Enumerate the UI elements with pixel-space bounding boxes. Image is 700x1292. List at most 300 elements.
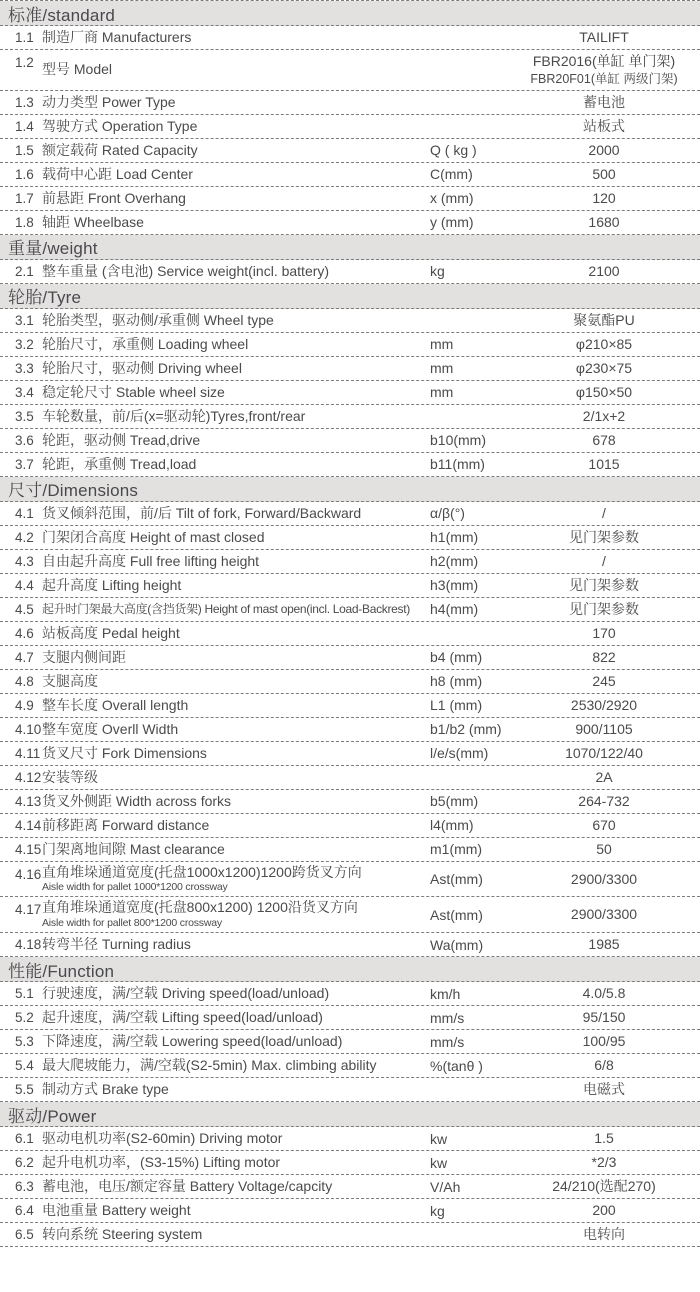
section-title: 性能/Function (8, 961, 115, 981)
spec-row (0, 598, 700, 622)
row-description (42, 1226, 430, 1244)
row-value-line: 聚氨酯PU (573, 311, 635, 328)
row-description-subtext: Aisle width for pallet 1000*1200 crossway (42, 881, 228, 894)
row-value-line: 822 (592, 648, 616, 665)
row-number: 4.1 (15, 505, 34, 521)
row-description (42, 94, 430, 112)
row-number: 4.12 (15, 769, 42, 785)
row-number: 5.4 (15, 1058, 34, 1074)
spec-row (0, 115, 700, 139)
spec-row (0, 1078, 700, 1102)
section-title: 驱动/Power (8, 1106, 97, 1126)
row-description-text: 起升时门架最大高度(含挡货架) Height of mast open(incl. Load-Backrest) (42, 601, 410, 616)
row-number: 1.8 (15, 214, 34, 230)
row-value-line: / (602, 504, 606, 521)
row-value (508, 552, 700, 571)
row-description (42, 899, 430, 930)
row-description (42, 1081, 430, 1099)
spec-row (0, 1199, 700, 1223)
row-description-text: 直角堆垛通道宽度(托盘1000x1200)1200跨货叉方向 (42, 863, 362, 880)
row-number: 5.1 (15, 986, 34, 1002)
row-description (42, 793, 430, 811)
row-unit: h8 (mm) (430, 673, 483, 690)
row-value-line: 1015 (588, 455, 620, 472)
row-description (42, 1202, 430, 1220)
row-unit: mm/s (430, 1033, 465, 1050)
row-description-text: 行驶速度，满/空载 Driving speed(load/unload) (42, 984, 330, 1001)
row-value-line: 24/210(选配270) (552, 1178, 656, 1195)
row-value-line: φ150×50 (575, 383, 633, 400)
row-value (508, 383, 700, 402)
row-description (42, 408, 430, 426)
spec-row (0, 357, 700, 381)
row-number: 1.2 (15, 55, 34, 70)
row-unit: y (mm) (430, 214, 474, 231)
row-number: 3.1 (15, 312, 34, 328)
row-number: 1.6 (15, 166, 34, 182)
row-value (508, 407, 700, 426)
row-value (508, 117, 700, 136)
row-unit: b11(mm) (430, 456, 485, 473)
row-unit: km/h (430, 985, 461, 1002)
row-value-line: 500 (592, 165, 616, 182)
row-unit: b4 (mm) (430, 649, 483, 666)
row-number: 1.1 (15, 30, 34, 45)
row-number: 6.3 (15, 1179, 34, 1195)
row-value (508, 1225, 700, 1244)
row-value-line: *2/3 (591, 1154, 617, 1171)
row-value (508, 696, 700, 715)
spec-row (0, 1175, 700, 1199)
row-unit: L1 (mm) (430, 697, 483, 714)
section-header-power (0, 1102, 700, 1127)
row-description-text: 轮胎类型，驱动侧/承重侧 Wheel type (42, 311, 274, 328)
section-title: 轮胎/Tyre (8, 288, 82, 308)
row-description (42, 936, 430, 954)
row-value-line: TAILIFT (579, 29, 629, 46)
row-value-line: FBR2016(单缸 单门架) (532, 53, 676, 69)
spec-row (0, 211, 700, 235)
spec-row (0, 163, 700, 187)
row-description (42, 769, 430, 787)
spec-row (0, 814, 700, 838)
row-description-text: 轮距，承重侧 Tread,load (42, 455, 197, 472)
row-number: 4.7 (15, 649, 34, 665)
row-description (42, 336, 430, 354)
row-description (42, 817, 430, 835)
row-description (42, 384, 430, 402)
section-header-standard (0, 1, 700, 26)
row-description-text: 起升电机功率，(S3-15%) Lifting motor (42, 1153, 281, 1170)
spec-row (0, 897, 700, 933)
row-value (508, 720, 700, 739)
row-value-line: 1.5 (594, 1130, 614, 1147)
row-value (508, 648, 700, 667)
spec-row (0, 646, 700, 670)
row-description (42, 602, 430, 617)
row-description-text: 货叉尺寸 Fork Dimensions (42, 744, 207, 761)
spec-row (0, 1006, 700, 1030)
row-description (42, 432, 430, 450)
row-number: 4.3 (15, 553, 34, 569)
spec-row (0, 1151, 700, 1175)
row-value (508, 1177, 700, 1196)
row-description-text: 自由起升高度 Full free lifting height (42, 552, 260, 569)
row-description-text: 转弯半径 Turning radius (42, 935, 191, 952)
spec-row (0, 670, 700, 694)
row-number: 2.1 (15, 263, 34, 279)
row-description (42, 456, 430, 474)
row-value (508, 431, 700, 450)
row-unit: mm/s (430, 1009, 465, 1026)
row-value-line: 200 (592, 1202, 616, 1219)
row-number: 4.18 (15, 937, 42, 953)
row-description (42, 29, 430, 47)
row-number: 3.2 (15, 336, 34, 352)
row-value-line: 264-732 (578, 792, 630, 809)
row-description-text: 整车长度 Overall length (42, 696, 189, 713)
row-value-line: FBR20F01(单缸 两级门架) (530, 71, 678, 86)
row-unit: α/β(°) (430, 505, 465, 522)
row-value (508, 1056, 700, 1075)
row-description-text: 起升速度，满/空载 Lifting speed(load/unload) (42, 1008, 323, 1025)
row-description-text: 轮距，驱动侧 Tread,drive (42, 431, 201, 448)
row-value-line: 见门架参数 (569, 600, 639, 617)
row-description (42, 577, 430, 595)
row-number: 1.4 (15, 118, 34, 134)
row-value (508, 455, 700, 474)
row-description (42, 1154, 430, 1172)
row-number: 4.11 (15, 745, 41, 761)
spec-row (0, 526, 700, 550)
row-description-text: 额定载荷 Rated Capacity (42, 141, 198, 158)
spec-row (0, 574, 700, 598)
row-unit: Q ( kg ) (430, 142, 477, 159)
row-value (508, 311, 700, 330)
row-description-text: 动力类型 Power Type (42, 93, 176, 110)
row-unit: b10(mm) (430, 432, 487, 449)
spec-row (0, 742, 700, 766)
spec-row (0, 1030, 700, 1054)
row-description-text: 稳定轮尺寸 Stable wheel size (42, 383, 225, 400)
row-value (508, 600, 700, 619)
row-value-line: 2A (595, 768, 613, 785)
spec-row (0, 1054, 700, 1078)
row-number: 6.2 (15, 1155, 34, 1171)
row-value-line: 1070/122/40 (565, 744, 643, 761)
row-unit: Ast(mm) (430, 871, 483, 888)
row-description-text: 载荷中心距 Load Center (42, 165, 193, 182)
row-number: 4.5 (15, 601, 34, 617)
row-value (508, 528, 700, 547)
row-value (508, 359, 700, 378)
row-value (508, 335, 700, 354)
row-number: 4.13 (15, 793, 42, 809)
row-description-text: 起升高度 Lifting height (42, 576, 182, 593)
row-description (42, 697, 430, 715)
spec-row (0, 91, 700, 115)
row-description (42, 118, 430, 136)
row-number: 3.6 (15, 432, 34, 448)
spec-row (0, 550, 700, 574)
row-description-text: 转向系统 Steering system (42, 1225, 203, 1242)
row-value-line: 95/150 (582, 1009, 626, 1026)
row-value-line: 2000 (588, 141, 620, 158)
row-number: 1.5 (15, 142, 34, 158)
row-unit: h3(mm) (430, 577, 479, 594)
row-value (508, 672, 700, 691)
spec-row (0, 766, 700, 790)
row-description-text: 整车重量 (含电池) Service weight(incl. battery) (42, 262, 330, 279)
row-value (508, 1080, 700, 1099)
row-description-text: 安装等级 (42, 768, 98, 785)
row-description (42, 721, 430, 739)
spec-row (0, 1223, 700, 1247)
row-description-text: 制造厂商 Manufacturers (42, 28, 192, 45)
row-description-text: 驾驶方式 Operation Type (42, 117, 198, 134)
row-description-text: 驱动电机功率(S2-60min) Driving motor (42, 1129, 283, 1146)
spec-row (0, 933, 700, 957)
row-description (42, 1033, 430, 1051)
row-value (508, 984, 700, 1003)
spec-row (0, 429, 700, 453)
row-description-text: 型号 Model (42, 61, 113, 78)
row-unit: V/Ah (430, 1178, 461, 1195)
row-value-line: 100/95 (582, 1033, 626, 1050)
row-description-text: 轮胎尺寸，承重侧 Loading wheel (42, 335, 249, 352)
row-unit: h2(mm) (430, 553, 479, 570)
row-unit: h4(mm) (430, 601, 479, 618)
row-description-text: 支腿高度 (42, 672, 98, 689)
row-description (42, 864, 430, 895)
row-value (508, 93, 700, 112)
row-number: 3.4 (15, 384, 34, 400)
row-value-line: 170 (592, 624, 616, 641)
spec-row (0, 50, 700, 91)
row-description (42, 1057, 430, 1075)
row-number: 1.3 (15, 94, 34, 110)
section-title: 尺寸/Dimensions (8, 481, 139, 501)
row-unit: kw (430, 1130, 448, 1147)
row-number: 4.17 (15, 902, 42, 918)
row-unit: %(tanθ ) (430, 1057, 483, 1074)
row-value (508, 189, 700, 208)
row-description (42, 1178, 430, 1196)
row-description-text: 蓄电池，电压/额定容量 Battery Voltage/capcity (42, 1177, 333, 1194)
row-value (508, 213, 700, 232)
row-unit: kg (430, 263, 445, 280)
section-title: 重量/weight (8, 239, 98, 259)
row-description (42, 841, 430, 859)
row-number: 3.5 (15, 408, 34, 424)
row-description-text: 轴距 Wheelbase (42, 213, 144, 230)
row-value-line: 见门架参数 (569, 576, 639, 593)
row-description (42, 985, 430, 1003)
row-value-line: / (602, 552, 606, 569)
row-value-line: 2900/3300 (570, 870, 638, 887)
row-description (42, 649, 430, 667)
row-unit: l4(mm) (430, 817, 474, 834)
row-description (42, 505, 430, 523)
row-description (42, 553, 430, 571)
spec-row (0, 309, 700, 333)
row-unit: b5(mm) (430, 793, 479, 810)
row-number: 4.4 (15, 577, 34, 593)
row-value-line: 电转向 (583, 1226, 625, 1243)
row-description-text: 电池重量 Battery weight (42, 1201, 191, 1218)
section-header-function (0, 957, 700, 982)
row-number: 4.14 (15, 817, 42, 833)
row-value-line: 670 (592, 816, 616, 833)
row-description (42, 360, 430, 378)
row-value (508, 576, 700, 595)
row-value-line: 4.0/5.8 (582, 985, 626, 1002)
row-number: 5.5 (15, 1082, 34, 1098)
row-description-text: 轮胎尺寸，驱动侧 Driving wheel (42, 359, 242, 376)
row-value-line: 2100 (588, 262, 620, 279)
row-value-line: φ210×85 (575, 335, 633, 352)
row-description (42, 263, 430, 281)
row-value (508, 1129, 700, 1148)
row-value-line: 1680 (588, 213, 620, 230)
row-value-line: 2/1x+2 (582, 407, 626, 424)
section-header-dimensions (0, 477, 700, 502)
row-value (508, 624, 700, 643)
row-description-text: 制动方式 Brake type (42, 1080, 169, 1097)
row-number: 5.2 (15, 1010, 34, 1026)
section-header-tyre (0, 284, 700, 309)
row-value (508, 165, 700, 184)
row-value-line: 站板式 (583, 117, 625, 134)
row-value-line: 900/1105 (575, 720, 633, 737)
row-description-text: 直角堆垛通道宽度(托盘800x1200) 1200沿货叉方向 (42, 899, 358, 916)
row-number: 4.8 (15, 673, 34, 689)
row-number: 6.5 (15, 1227, 34, 1243)
row-value (508, 1153, 700, 1172)
spec-row (0, 453, 700, 477)
spec-row (0, 187, 700, 211)
row-value-line: 电磁式 (583, 1081, 625, 1098)
row-value-line: 蓄电池 (583, 93, 625, 110)
spec-row (0, 26, 700, 50)
row-unit: h1(mm) (430, 529, 479, 546)
row-number: 5.3 (15, 1034, 34, 1050)
row-value (508, 935, 700, 954)
row-value (508, 744, 700, 763)
row-number: 3.3 (15, 360, 34, 376)
row-description (42, 190, 430, 208)
row-description (42, 312, 430, 330)
row-description-text: 前移距离 Forward distance (42, 816, 210, 833)
row-number: 6.1 (15, 1131, 34, 1147)
spec-row (0, 333, 700, 357)
row-description (42, 214, 430, 232)
row-unit: b1/b2 (mm) (430, 721, 502, 738)
row-unit: kw (430, 1154, 448, 1171)
row-description (42, 745, 430, 763)
row-value (508, 1032, 700, 1051)
row-unit: Ast(mm) (430, 906, 483, 923)
row-value (508, 504, 700, 523)
row-description (42, 61, 430, 79)
spec-row (0, 260, 700, 284)
row-number: 4.10 (15, 721, 42, 737)
row-unit: C(mm) (430, 166, 473, 183)
row-description (42, 1009, 430, 1027)
row-description-text: 站板高度 Pedal height (42, 624, 180, 641)
row-number: 4.6 (15, 625, 34, 641)
row-unit: Wa(mm) (430, 936, 484, 953)
row-value (508, 792, 700, 811)
row-unit: mm (430, 360, 454, 377)
row-unit: mm (430, 384, 454, 401)
row-value (508, 28, 700, 47)
row-description-text: 最大爬坡能力，满/空载(S2-5min) Max. climbing ability (42, 1056, 377, 1073)
row-number: 4.15 (15, 841, 42, 857)
row-unit: m1(mm) (430, 841, 483, 858)
row-value (508, 52, 700, 88)
section-title: 标准/standard (8, 5, 116, 25)
row-value-line: 见门架参数 (569, 528, 639, 545)
row-value-line: 2530/2920 (570, 696, 638, 713)
row-number: 6.4 (15, 1203, 34, 1219)
row-description-text: 支腿内侧间距 (42, 648, 126, 665)
row-value (508, 816, 700, 835)
row-description (42, 529, 430, 547)
row-unit: mm (430, 336, 454, 353)
spec-row (0, 862, 700, 898)
spec-row (0, 838, 700, 862)
row-description (42, 166, 430, 184)
spec-row (0, 502, 700, 526)
row-value (508, 1008, 700, 1027)
row-value-line: 6/8 (594, 1057, 614, 1074)
spec-row (0, 694, 700, 718)
row-value (508, 768, 700, 787)
row-unit: l/e/s(mm) (430, 745, 489, 762)
row-value (508, 905, 700, 924)
row-description-text: 货叉外侧距 Width across forks (42, 792, 232, 809)
spec-row (0, 718, 700, 742)
row-description (42, 625, 430, 643)
spec-row (0, 622, 700, 646)
row-number: 4.2 (15, 529, 34, 545)
row-value-line: 50 (596, 840, 612, 857)
row-description-text: 下降速度，满/空载 Lowering speed(load/unload) (42, 1032, 343, 1049)
row-description (42, 142, 430, 160)
row-description-text: 门架闭合高度 Height of mast closed (42, 528, 265, 545)
row-description-text: 整车宽度 Overll Width (42, 720, 179, 737)
row-value (508, 262, 700, 281)
spec-row (0, 405, 700, 429)
spec-row (0, 381, 700, 405)
row-description-subtext: Aisle width for pallet 800*1200 crossway (42, 916, 222, 929)
row-number: 3.7 (15, 456, 34, 472)
row-value-line: 245 (592, 672, 616, 689)
row-value-line: 2900/3300 (570, 906, 638, 923)
row-value-line: 120 (592, 189, 616, 206)
row-description-text: 车轮数量，前/后(x=驱动轮)Tyres,front/rear (42, 407, 306, 424)
row-number: 4.16 (15, 866, 42, 882)
row-value-line: 1985 (588, 936, 620, 953)
row-number: 4.9 (15, 697, 34, 713)
row-value (508, 1201, 700, 1220)
row-value (508, 840, 700, 859)
row-unit: x (mm) (430, 190, 474, 207)
section-header-weight (0, 235, 700, 260)
row-description-text: 前悬距 Front Overhang (42, 189, 186, 206)
row-number: 1.7 (15, 190, 34, 206)
